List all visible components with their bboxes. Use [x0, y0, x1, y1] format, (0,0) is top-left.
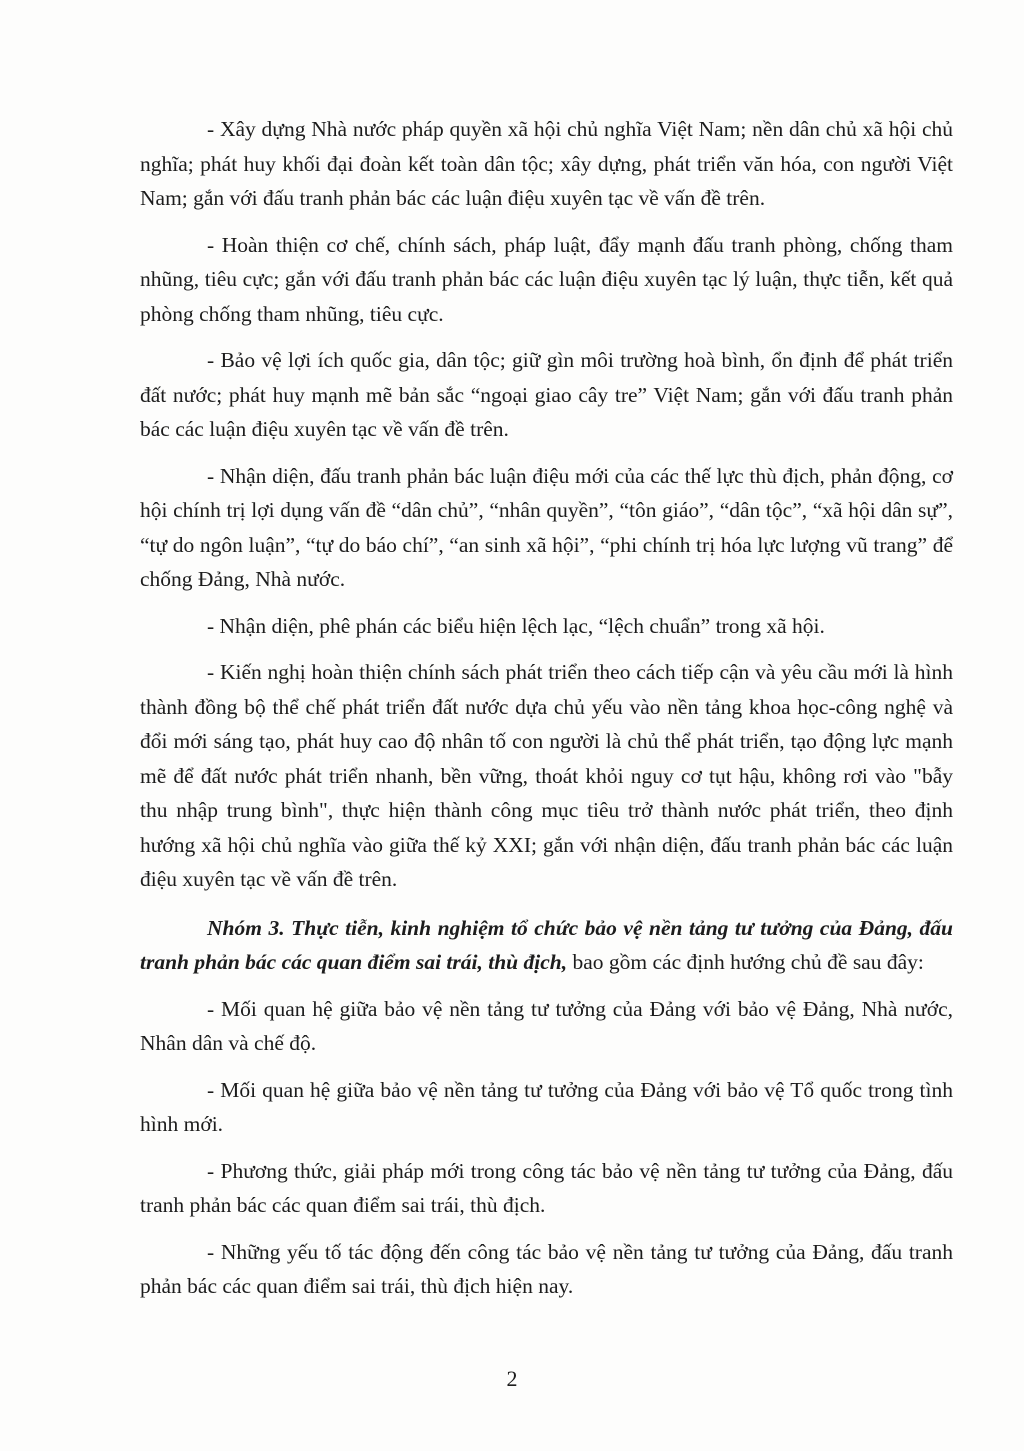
- group3-item: - Mối quan hệ giữa bảo vệ nền tảng tư tưởng của Đảng với bảo vệ Đảng, Nhà nước, Nhân dân và chế độ.: [140, 996, 953, 1055]
- group3-heading: [140, 911, 953, 980]
- paragraph-deviations: - Nhận diện, phê phán các biểu hiện lệch lạc, “lệch chuẩn” trong xã hội.: [207, 613, 825, 638]
- paragraph-hostile-arguments: - Nhận diện, đấu tranh phản bác luận điệu mới của các thế lực thù địch, phản động, cơ hội chính trị lợi dụng vấn đề “dân chủ”, “nhân quyền”, “tôn giáo”, “dân tộc”, “xã hội dân sự”, “tự do ngôn luận”, “tự do báo chí”, “an sinh xã hội”, “phi chính trị hóa lực lượng vũ trang” để chống Đảng, Nhà nước.: [140, 463, 953, 591]
- paragraph-development-policy: - Kiến nghị hoàn thiện chính sách phát triển theo cách tiếp cận và yêu cầu mới là hình thành đồng bộ thể chế phát triển đất nước dựa chủ yếu vào nền tảng khoa học-công nghệ và đổi mới sáng tạo, phát huy cao độ nhân tố con người là chủ thể phát triển, tạo động lực mạnh mẽ để đất nước phát triển nhanh, bền vững, thoát khỏi nguy cơ tụt hậu, không rơi vào "bẫy thu nhập trung bình", thực hiện thành công mục tiêu trở thành nước phát triển, theo định hướng xã hội chủ nghĩa vào giữa thế kỷ XXI; gắn với nhận diện, đấu tranh phản bác các luận điệu xuyên tạc về vấn đề trên.: [140, 660, 953, 891]
- body-text: [140, 112, 953, 1316]
- paragraph-rule-of-law: - Xây dựng Nhà nước pháp quyền xã hội chủ nghĩa Việt Nam; nền dân chủ xã hội chủ nghĩa; phát huy khối đại đoàn kết toàn dân tộc; xây dựng, phát triển văn hóa, con người Việt Nam; gắn với đấu tranh phản bác các luận điệu xuyên tạc về vấn đề trên.: [140, 117, 953, 210]
- group3-item: - Mối quan hệ giữa bảo vệ nền tảng tư tưởng của Đảng với bảo vệ Tổ quốc trong tình hình mới.: [140, 1077, 953, 1136]
- group3-item: - Những yếu tố tác động đến công tác bảo vệ nền tảng tư tưởng của Đảng, đấu tranh phản bác các quan điểm sai trái, thù địch hiện nay.: [140, 1239, 953, 1298]
- group3-intro: bao gồm các định hướng chủ đề sau đây:: [567, 950, 924, 974]
- page-number: 2: [506, 1366, 518, 1391]
- group3-title: Nhóm 3. Thực tiễn, kinh nghiệm tổ chức bảo vệ nền tảng tư tưởng của Đảng, đấu tranh phản bác các quan điểm sai trái, thù địch,: [140, 915, 953, 974]
- group3-item: - Phương thức, giải pháp mới trong công tác bảo vệ nền tảng tư tưởng của Đảng, đấu tranh phản bác các quan điểm sai trái, thù địch.: [140, 1158, 953, 1217]
- paragraph-anti-corruption: - Hoàn thiện cơ chế, chính sách, pháp luật, đẩy mạnh đấu tranh phòng, chống tham nhũng, tiêu cực; gắn với đấu tranh phản bác các luận điệu xuyên tạc lý luận, thực tiễn, kết quả phòng chống tham nhũng, tiêu cực.: [140, 232, 953, 326]
- paragraph-national-interest: - Bảo vệ lợi ích quốc gia, dân tộc; giữ gìn môi trường hoà bình, ổn định để phát triển đất nước; phát huy mạnh mẽ bản sắc “ngoại giao cây tre” Việt Nam; gắn với đấu tranh phản bác các luận điệu xuyên tạc về vấn đề trên.: [140, 348, 953, 441]
